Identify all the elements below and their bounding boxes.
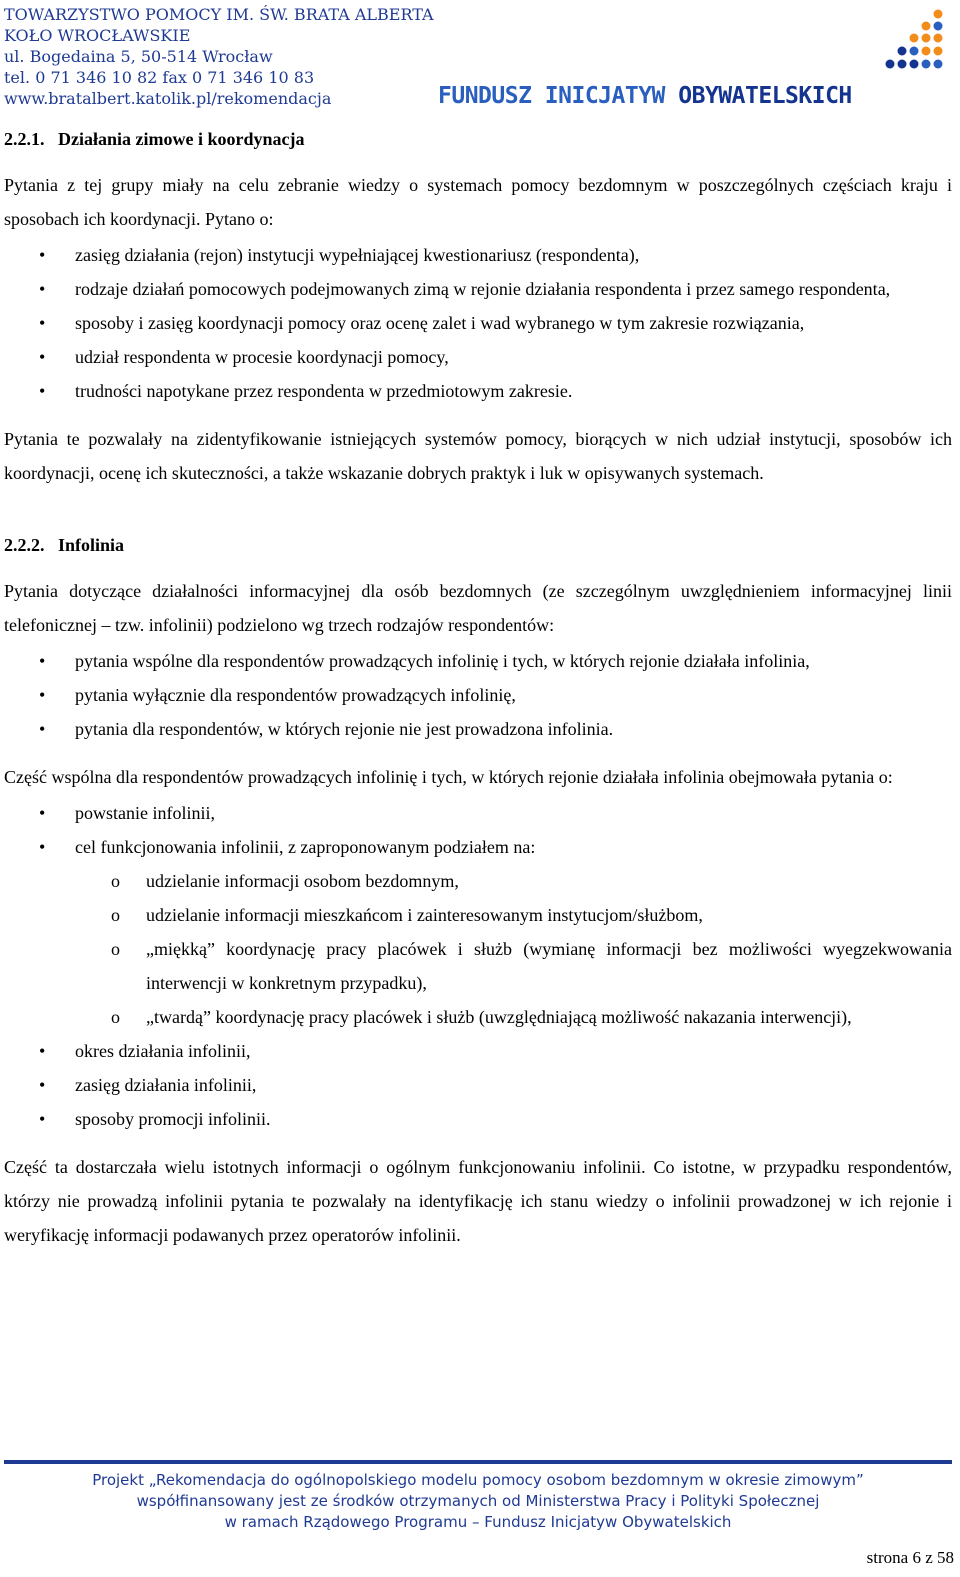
section-heading-2-2-2 bbox=[4, 528, 952, 562]
list-item-text: powstanie infolinii, bbox=[75, 803, 215, 823]
logo-dot bbox=[922, 22, 931, 31]
paragraph: Część wspólna dla respondentów prowadzących infolinię i tych, w których rejonie działała infolinia obejmowała pytania o: bbox=[4, 767, 893, 787]
logo-dot bbox=[898, 60, 907, 69]
bullet-icon: o bbox=[111, 905, 120, 925]
bullet-list bbox=[4, 238, 952, 408]
logo-dot bbox=[934, 22, 943, 31]
list-item-text: pytania wyłącznie dla respondentów prowadzących infolinię, bbox=[75, 685, 516, 705]
list-item bbox=[4, 1068, 952, 1102]
org-address: ul. Bogedaina 5, 50-514 Wrocław bbox=[4, 47, 273, 66]
list-item bbox=[75, 898, 952, 932]
logo-dot bbox=[886, 60, 895, 69]
list-item-text: „twardą” koordynację pracy placówek i służb (uwzględniającą możliwość nakazania interwencji), bbox=[146, 1007, 852, 1027]
footer-line-3: w ramach Rządowego Programu – Fundusz Inicjatyw Obywatelskich bbox=[224, 1513, 732, 1531]
org-branch: KOŁO WROCŁAWSKIE bbox=[4, 26, 191, 45]
section-number: 2.2.1. bbox=[4, 129, 45, 149]
list-item-text: pytania dla respondentów, w których rejonie nie jest prowadzona infolinia. bbox=[75, 719, 614, 739]
list-item-text: cel funkcjonowania infolinii, z zaproponowanym podziałem na: bbox=[75, 837, 536, 857]
org-phone-fax: tel. 0 71 346 10 82 fax 0 71 346 10 83 bbox=[4, 68, 315, 87]
paragraph: Pytania z tej grupy miały na celu zebranie wiedzy o systemach pomocy bezdomnym w poszczególnych częściach kraju i sposobach ich koordynacji. Pytano o: bbox=[4, 175, 952, 229]
fio-logo-text-part2: OBYWATELSKICH bbox=[678, 83, 852, 109]
list-item-text: sposoby i zasięg koordynacji pomocy oraz ocenę zalet i wad wybranego w tym zakresie rozwiązania, bbox=[75, 313, 805, 333]
list-item-text: udział respondenta w procesie koordynacji pomocy, bbox=[75, 347, 449, 367]
list-item bbox=[4, 796, 952, 830]
fio-logo-text bbox=[438, 82, 952, 110]
organization-header bbox=[4, 4, 434, 109]
bullet-icon: • bbox=[39, 803, 46, 823]
bullet-icon: • bbox=[39, 685, 46, 705]
list-item-text: „miękką” koordynację pracy placówek i służb (wymianę informacji bez możliwości wyegzekwowania interwencji w konkretnym przypadku), bbox=[146, 939, 952, 993]
logo-dot bbox=[922, 47, 931, 56]
page-number: strona 6 z 58 bbox=[866, 1548, 954, 1567]
bullet-icon: • bbox=[39, 719, 46, 739]
section-title: Działania zimowe i koordynacja bbox=[58, 129, 305, 149]
bullet-icon: o bbox=[111, 1007, 120, 1027]
list-item bbox=[75, 1000, 952, 1034]
list-item bbox=[4, 830, 952, 1034]
logo-dot bbox=[934, 10, 943, 19]
list-item-text: zasięg działania infolinii, bbox=[75, 1075, 257, 1095]
bullet-icon: • bbox=[39, 245, 46, 265]
list-item-text: sposoby promocji infolinii. bbox=[75, 1109, 271, 1129]
logo-dot bbox=[910, 60, 919, 69]
list-item bbox=[4, 374, 952, 408]
logo-dot bbox=[898, 47, 907, 56]
bullet-icon: • bbox=[39, 347, 46, 367]
paragraph: Pytania dotyczące działalności informacyjnej dla osób bezdomnych (ze szczególnym uwzględnieniem informacyjnej linii telefonicznej – tzw. infolinii) podzielono wg trzech rodzajów respondentów: bbox=[4, 581, 952, 635]
bullet-list bbox=[4, 796, 952, 1136]
bullet-icon: • bbox=[39, 279, 46, 299]
bullet-icon: • bbox=[39, 381, 46, 401]
footer-divider bbox=[4, 1460, 952, 1464]
bullet-icon: • bbox=[39, 1109, 46, 1129]
list-item bbox=[75, 932, 952, 1000]
list-item bbox=[4, 340, 952, 374]
bullet-list bbox=[4, 644, 952, 746]
fio-dots-icon bbox=[438, 6, 952, 86]
list-item-text: rodzaje działań pomocowych podejmowanych zimą w rejonie działania respondenta i przez samego respondenta, bbox=[75, 279, 891, 299]
fio-logo-text-part1: FUNDUSZ INICJATYW bbox=[438, 83, 665, 109]
list-item bbox=[4, 644, 952, 678]
list-item-text: udzielanie informacji osobom bezdomnym, bbox=[146, 871, 459, 891]
list-item bbox=[4, 1034, 952, 1068]
list-item bbox=[4, 1102, 952, 1136]
org-name: TOWARZYSTWO POMOCY IM. ŚW. BRATA ALBERTA bbox=[4, 5, 434, 24]
bullet-icon: • bbox=[39, 837, 46, 857]
bullet-icon: o bbox=[111, 939, 120, 959]
logo-dot bbox=[934, 34, 943, 43]
list-item-text: okres działania infolinii, bbox=[75, 1041, 251, 1061]
list-item-text: udzielanie informacji mieszkańcom i zainteresowanym instytucjom/służbom, bbox=[146, 905, 703, 925]
paragraph: Część ta dostarczała wielu istotnych informacji o ogólnym funkcjonowaniu infolinii. Co istotne, w przypadku respondentów, którzy nie prowadzą infolinii pytania te pozwalały na identyfikację ich stanu wiedzy o infolinii prowadzonej w ich rejonie i weryfikację informacji podawanych przez operatorów infolinii. bbox=[4, 1157, 952, 1245]
fio-logo bbox=[438, 6, 952, 110]
logo-dot bbox=[910, 34, 919, 43]
logo-dot bbox=[922, 34, 931, 43]
list-item bbox=[4, 306, 952, 340]
bullet-icon: • bbox=[39, 313, 46, 333]
list-item bbox=[4, 712, 952, 746]
footer bbox=[4, 1470, 952, 1533]
list-item-text: zasięg działania (rejon) instytucji wypełniającej kwestionariusz (respondenta), bbox=[75, 245, 640, 265]
list-item-text: pytania wspólne dla respondentów prowadzących infolinię i tych, w których rejonie działała infolinia, bbox=[75, 651, 810, 671]
footer-line-2: współfinansowany jest ze środków otrzymanych od Ministerstwa Pracy i Polityki Społecznej bbox=[136, 1492, 820, 1510]
bullet-icon: • bbox=[39, 1075, 46, 1095]
bullet-icon: • bbox=[39, 1041, 46, 1061]
list-item bbox=[4, 272, 952, 306]
section-title: Infolinia bbox=[58, 535, 125, 555]
list-item-text: trudności napotykane przez respondenta w przedmiotowym zakresie. bbox=[75, 381, 573, 401]
org-website: www.bratalbert.katolik.pl/rekomendacja bbox=[4, 89, 332, 108]
logo-dot bbox=[922, 60, 931, 69]
document-body bbox=[4, 122, 952, 1254]
section-heading-2-2-1 bbox=[4, 122, 952, 156]
section-number: 2.2.2. bbox=[4, 535, 45, 555]
logo-dot bbox=[934, 47, 943, 56]
list-item bbox=[4, 238, 952, 272]
logo-dot bbox=[934, 60, 943, 69]
list-item bbox=[75, 864, 952, 898]
bullet-icon: • bbox=[39, 651, 46, 671]
bullet-icon: o bbox=[111, 871, 120, 891]
list-item bbox=[4, 678, 952, 712]
sub-bullet-list bbox=[75, 864, 952, 1034]
footer-line-1: Projekt „Rekomendacja do ogólnopolskiego modelu pomocy osobom bezdomnym w okresie zimowym” bbox=[92, 1471, 864, 1489]
logo-dot bbox=[910, 47, 919, 56]
paragraph: Pytania te pozwalały na zidentyfikowanie istniejących systemów pomocy, biorących w nich udział instytucji, sposobów ich koordynacji, ocenę ich skuteczności, a także wskazanie dobrych praktyk i luk w opisywanych systemach. bbox=[4, 429, 952, 483]
